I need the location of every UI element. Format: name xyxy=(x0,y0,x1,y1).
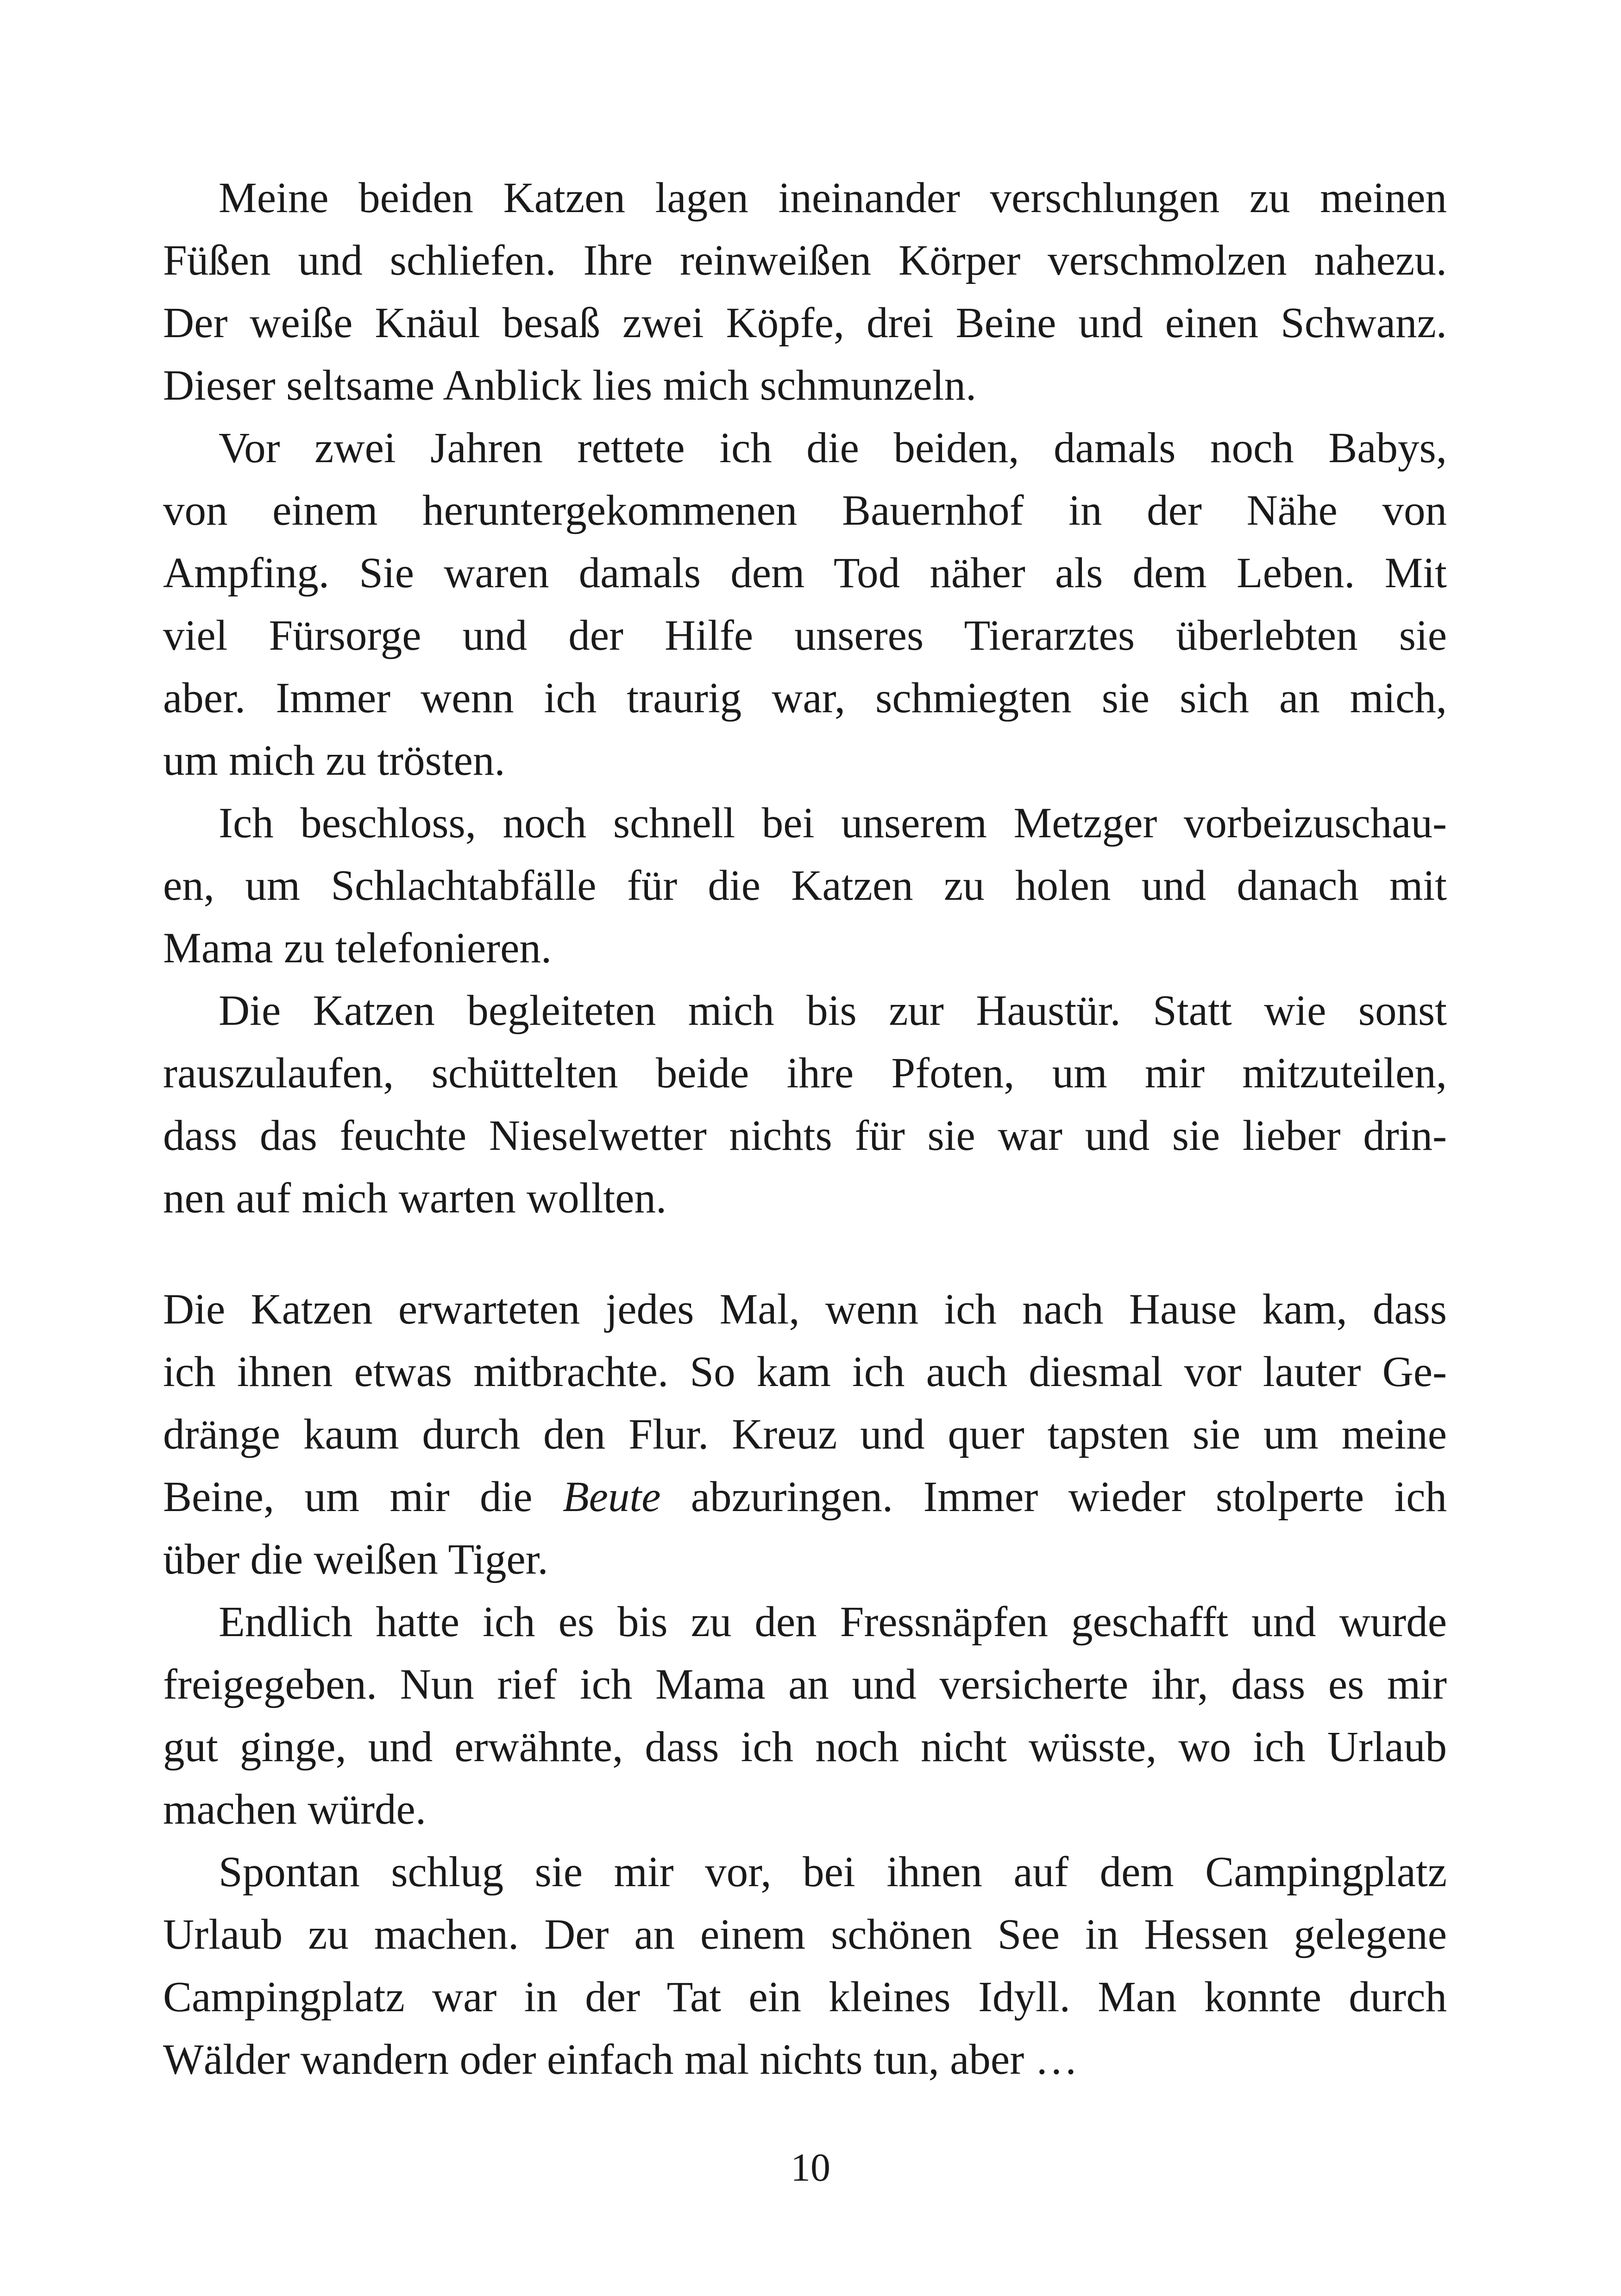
paragraph-line: en, um Schlachtabfälle für die Katzen zu holen und danach mit xyxy=(163,862,1447,910)
paragraph-line: um mich zu trösten. xyxy=(163,737,505,784)
paragraph-line: Mama zu telefonieren. xyxy=(163,924,552,972)
paragraph-line: aber. Immer wenn ich traurig war, schmiegten sie sich an mich, xyxy=(163,674,1447,722)
paragraph-line: Die Katzen begleiteten mich bis zur Haustür. Statt wie sonst xyxy=(219,987,1447,1035)
paragraph-line: Wälder wandern oder einfach mal nichts tun, aber … xyxy=(163,2036,1078,2083)
paragraph-line: Urlaub zu machen. Der an einem schönen See in Hessen gelegene xyxy=(163,1911,1447,1958)
line-text: abzuringen. Immer wieder stolperte ich xyxy=(660,1473,1447,1521)
paragraph-line: Vor zwei Jahren rettete ich die beiden, damals noch Babys, xyxy=(219,424,1447,472)
paragraph-line xyxy=(163,1466,1447,1528)
paragraph-line: dass das feuchte Nieselwetter nichts für sie war und sie lieber drin- xyxy=(163,1112,1447,1160)
paragraph-line: Füßen und schliefen. Ihre reinweißen Körper verschmolzen nahezu. xyxy=(163,237,1447,284)
emphasized-word: Beute xyxy=(562,1473,661,1521)
paragraph-line: gut ginge, und erwähnte, dass ich noch nicht wüsste, wo ich Urlaub xyxy=(163,1723,1447,1771)
text-section-2 xyxy=(163,1278,1447,2091)
paragraph-line: Ich beschloss, noch schnell bei unserem Metzger vorbeizuschau- xyxy=(219,799,1447,847)
paragraph-line: Meine beiden Katzen lagen ineinander verschlungen zu meinen xyxy=(219,174,1447,222)
paragraph-line: freigegeben. Nun rief ich Mama an und versicherte ihr, dass es mir xyxy=(163,1661,1447,1708)
paragraph-line: Ampfing. Sie waren damals dem Tod näher als dem Leben. Mit xyxy=(163,549,1447,597)
paragraph-line: Endlich hatte ich es bis zu den Fressnäpfen geschafft und wurde xyxy=(219,1598,1447,1646)
paragraph-line: ich ihnen etwas mitbrachte. So kam ich auch diesmal vor lauter Ge- xyxy=(163,1348,1447,1396)
paragraph-line: rauszulaufen, schüttelten beide ihre Pfoten, um mir mitzuteilen, xyxy=(163,1049,1447,1097)
page-number: 10 xyxy=(791,2145,830,2189)
paragraph-line: Die Katzen erwarteten jedes Mal, wenn ich nach Hause kam, dass xyxy=(163,1286,1447,1333)
paragraph-line: machen würde. xyxy=(163,1786,427,1833)
paragraph-line: viel Fürsorge und der Hilfe unseres Tierarztes überlebten sie xyxy=(163,612,1447,659)
paragraph-line: dränge kaum durch den Flur. Kreuz und quer tapsten sie um meine xyxy=(163,1411,1447,1458)
paragraph-line: nen auf mich warten wollten. xyxy=(163,1174,667,1222)
paragraph-line: Campingplatz war in der Tat ein kleines Idyll. Man konnte durch xyxy=(163,1973,1447,2021)
paragraph-line: Spontan schlug sie mir vor, bei ihnen auf dem Campingplatz xyxy=(219,1848,1447,1896)
text-section-1 xyxy=(163,167,1447,1230)
line-text: Beine, um mir die xyxy=(163,1473,563,1521)
paragraph-line: von einem heruntergekommenen Bauernhof in der Nähe von xyxy=(163,487,1447,534)
paragraph-line: über die weißen Tiger. xyxy=(163,1536,548,1583)
paragraph-line: Der weiße Knäul besaß zwei Köpfe, drei Beine und einen Schwanz. xyxy=(163,299,1447,347)
paragraph-line: Dieser seltsame Anblick lies mich schmunzeln. xyxy=(163,362,977,409)
